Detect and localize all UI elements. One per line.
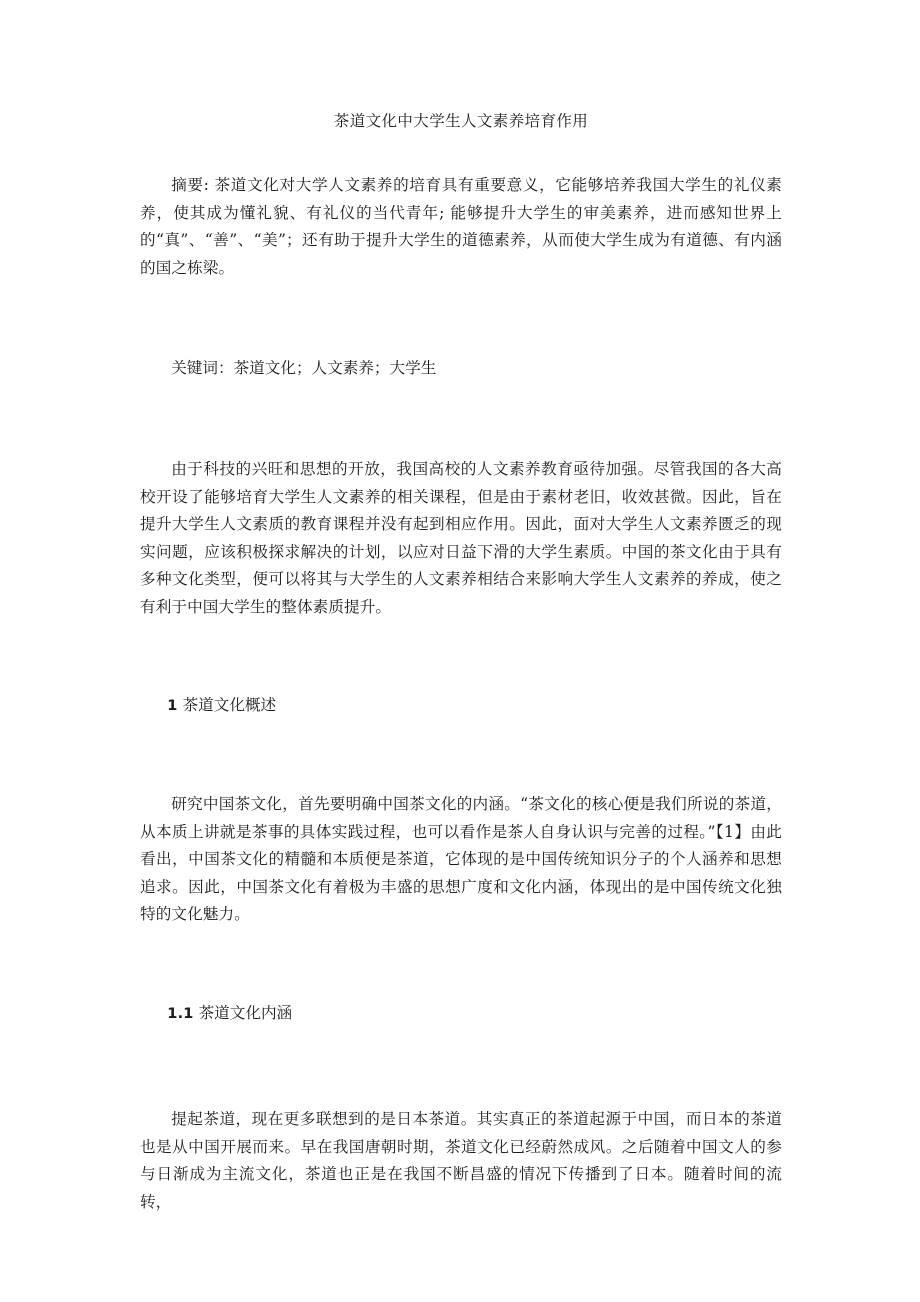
section-1-paragraph: 研究中国茶文化，首先要明确中国茶文化的内涵。“茶文化的核心便是我们所说的茶道，从本质上讲就是茶事的具体实践过程，也可以看作是茶人自身认识与完善的过程。”【1】由此看出，中国茶文化的精髓和本质便是茶道，它体现的是中国传统知识分子的个人涵养和思想追求。因此，中国茶文化有着极为丰盛的思想广度和文化内涵，体现出的是中国传统文化独特的文化魅力。 bbox=[140, 795, 782, 923]
section-1-1-heading bbox=[140, 1000, 782, 1027]
section-1-1-title: 茶道文化内涵 bbox=[198, 1004, 293, 1022]
section-1-1-paragraph: 提起茶道，现在更多联想到的是日本茶道。其实真正的茶道起源于中国，而日本的茶道也是从中国开展而来。早在我国唐朝时期，茶道文化已经蔚然成风。之后随着中国文人的参与日渐成为主流文化，茶道也正是在我国不断昌盛的情况下传播到了日本。随着时间的流转， bbox=[140, 1110, 782, 1211]
introduction-paragraph: 由于科技的兴旺和思想的开放，我国高校的人文素养教育亟待加强。尽管我国的各大高校开设了能够培育大学生人文素养的相关课程，但是由于素材老旧，收效甚微。因此，旨在提升大学生人文素质的教育课程并没有起到相应作用。因此，面对大学生人文素养匮乏的现实问题，应该积极探求解决的计划，以应对日益下滑的大学生素质。中国的茶文化由于具有多种文化类型，便可以将其与大学生的人文素养相结合来影响大学生人文素养的养成，使之有利于中国大学生的整体素质提升。 bbox=[140, 460, 782, 616]
section-1-heading bbox=[140, 692, 782, 719]
keywords-line: 关键词：茶道文化；人文素养；大学生 bbox=[171, 359, 437, 377]
page-title: 茶道文化中大学生人文素养培育作用 bbox=[333, 112, 589, 130]
abstract-paragraph: 摘要: 茶道文化对大学人文素养的培育具有重要意义，它能够培养我国大学生的礼仪素养，使其成为懂礼貌、有礼仪的当代青年; 能够提升大学生的审美素养，进而感知世界上的“真”、“善”、“美”；还有助于提升大学生的道德素养，从而使大学生成为有道德、有内涵的国之栋梁。 bbox=[140, 176, 782, 277]
section-1-1-number: 1.1 bbox=[167, 1006, 194, 1022]
section-1-title: 茶道文化概述 bbox=[182, 696, 277, 714]
section-1-number: 1 bbox=[167, 698, 178, 714]
